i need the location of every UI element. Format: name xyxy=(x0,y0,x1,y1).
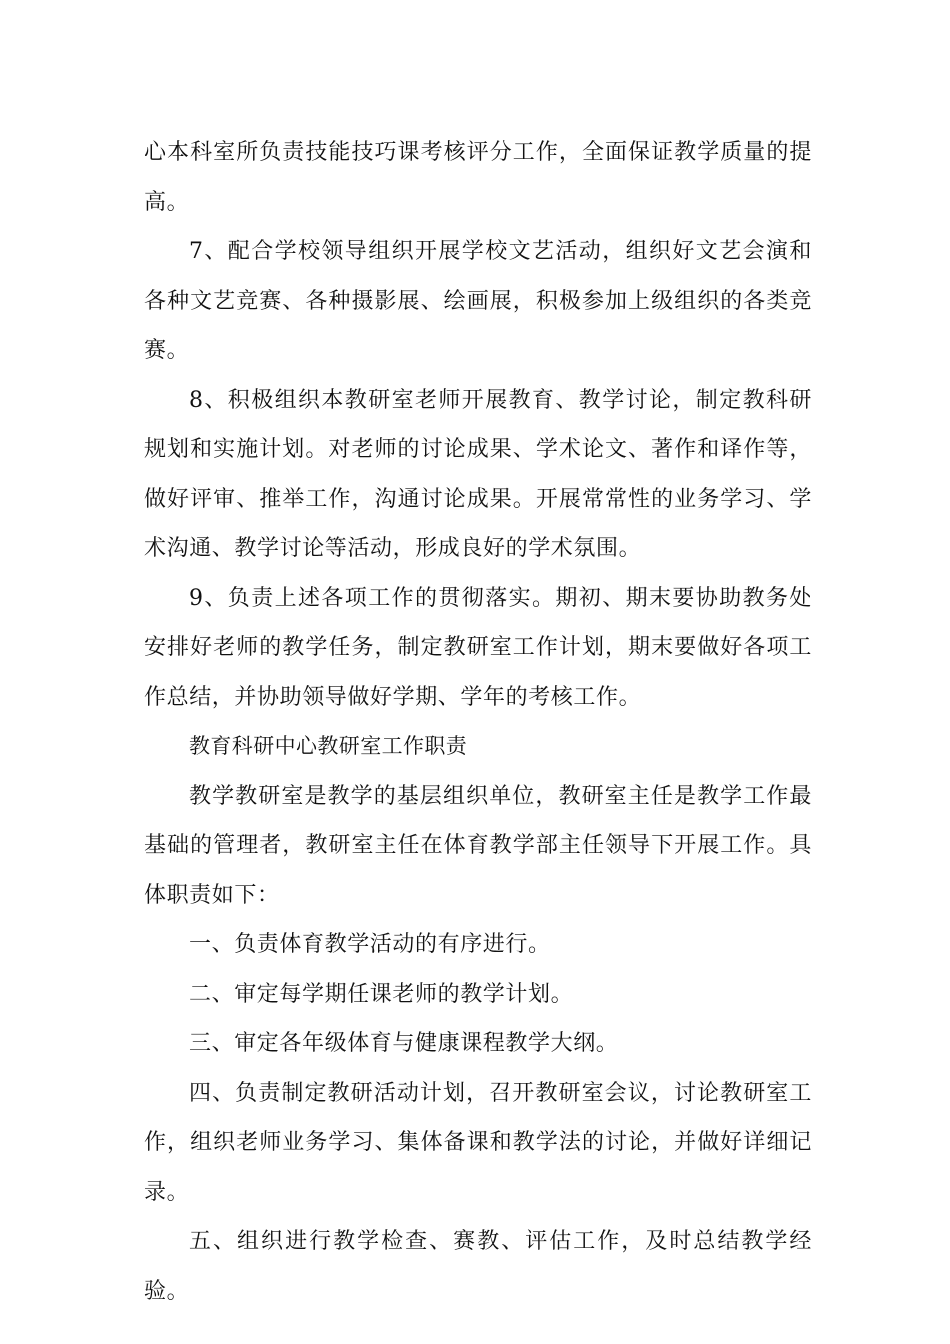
section-heading: 教育科研中心教研室工作职责 xyxy=(189,734,468,758)
paragraph-duty-4: 四、负责制定教研活动计划，召开教研室会议，讨论教研室工作，组织老师业务学习、集体备课和教学法的讨论，并做好详细记录。 xyxy=(144,1080,812,1205)
paragraph-item-7: 7、配合学校领导组织开展学校文艺活动，组织好文艺会演和各种文艺竞赛、各种摄影展、绘画展，积极参加上级组织的各类竞赛。 xyxy=(144,239,812,363)
paragraph-intro: 教学教研室是教学的基层组织单位，教研室主任是教学工作最基础的管理者，教研室主任在体育教学部主任领导下开展工作。具体职责如下： xyxy=(144,783,812,908)
paragraph-item-8: 8、积极组织本教研室老师开展教育、教学讨论，制定教科研规划和实施计划。对老师的讨论成果、学术论文、著作和译作等，做好评审、推举工作，沟通讨论成果。开展常常性的业务学习、学术沟通、教学讨论等活动，形成良好的学术氛围。 xyxy=(144,387,812,561)
paragraph-duty-3: 三、审定各年级体育与健康课程教学大纲。 xyxy=(189,1031,619,1056)
paragraph-item-9: 9、负责上述各项工作的贯彻落实。期初、期末要协助教务处安排好老师的教学任务，制定教研室工作计划，期末要做好各项工作总结，并协助领导做好学期、学年的考核工作。 xyxy=(144,585,812,710)
paragraph-duty-1: 一、负责体育教学活动的有序进行。 xyxy=(189,932,551,957)
document-body xyxy=(144,128,812,1316)
paragraph-duty-2: 二、审定每学期任课老师的教学计划。 xyxy=(189,981,574,1007)
paragraph-continuation: 心本科室所负责技能技巧课考核评分工作，全面保证教学质量的提高。 xyxy=(144,140,812,215)
paragraph-duty-5: 五、组织进行教学检查、赛教、评估工作，及时总结教学经验。 xyxy=(144,1229,812,1304)
